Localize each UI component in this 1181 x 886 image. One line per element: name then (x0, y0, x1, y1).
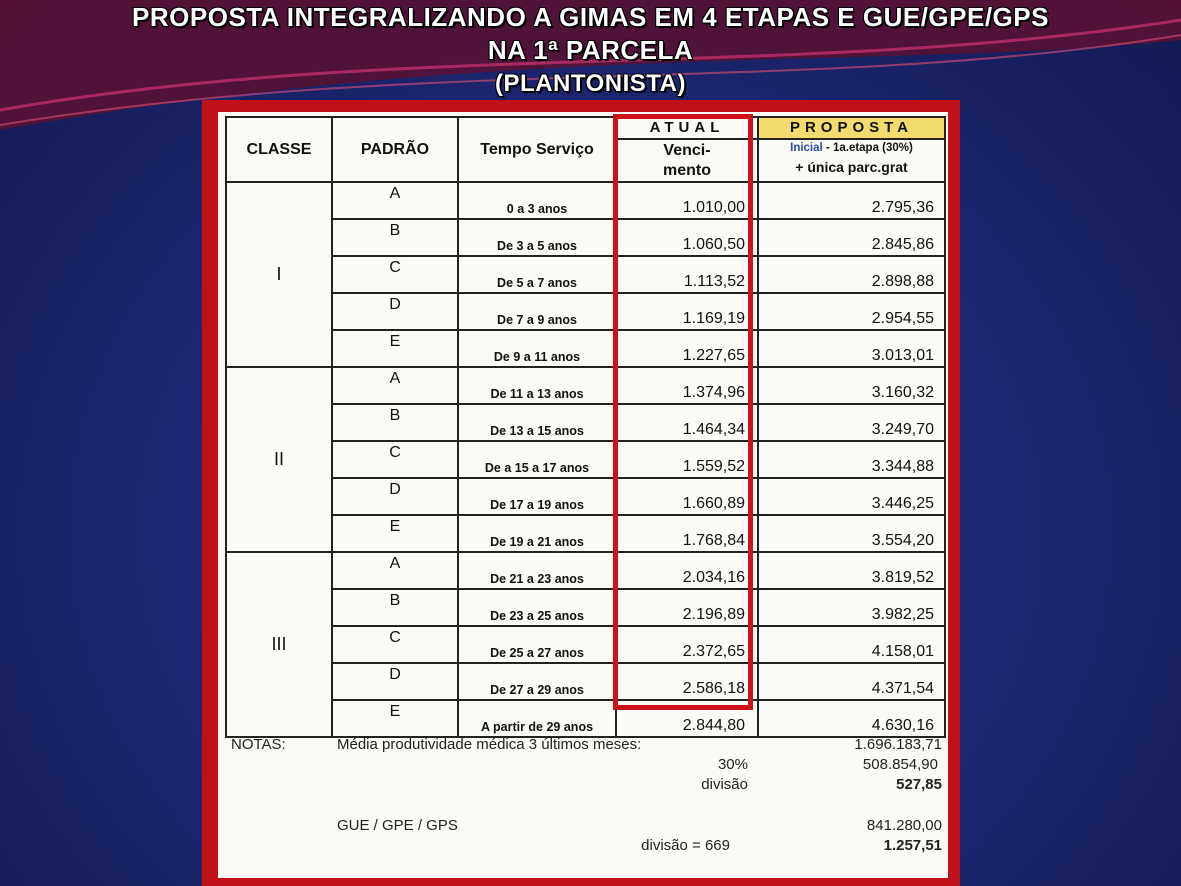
tempo-servico-cell: De 7 a 9 anos (458, 293, 616, 330)
table-header-row (226, 117, 945, 182)
padrao-cell: E (332, 700, 458, 737)
tempo-servico-cell: 0 a 3 anos (458, 182, 616, 219)
proposta-cell: 4.630,16 (758, 700, 945, 737)
tempo-servico-cell: De 5 a 7 anos (458, 256, 616, 293)
table-row (226, 404, 945, 441)
vencimento-atual-cell: 1.169,19 (616, 293, 758, 330)
tempo-servico-cell: De 13 a 15 anos (458, 404, 616, 441)
vencimento-atual-cell: 1.060,50 (616, 219, 758, 256)
header-proposta-etapa: - 1a.etapa (30%) (822, 142, 913, 154)
padrao-cell: D (332, 478, 458, 515)
header-proposta-inicial: Inicial (790, 142, 823, 154)
notes-label: NOTAS: (231, 736, 286, 753)
table-row (226, 293, 945, 330)
header-proposta (758, 117, 945, 182)
vencimento-atual-cell: 1.010,00 (616, 182, 758, 219)
tempo-servico-cell: A partir de 29 anos (458, 700, 616, 737)
proposta-cell: 2.954,55 (758, 293, 945, 330)
notes-pct-label: 30% (717, 756, 748, 773)
table-row (226, 256, 945, 293)
tempo-servico-cell: De 17 a 19 anos (458, 478, 616, 515)
proposta-cell: 4.158,01 (758, 626, 945, 663)
padrao-cell: D (332, 663, 458, 700)
vencimento-atual-cell: 2.844,80 (616, 700, 758, 737)
table-row (226, 478, 945, 515)
notes-gue-value: 841.280,00 (866, 817, 942, 834)
vencimento-atual-cell: 1.374,96 (616, 367, 758, 404)
notes-gue-divisao-label: divisão = 669 (641, 837, 730, 854)
padrao-cell: D (332, 293, 458, 330)
tempo-servico-cell: De 25 a 27 anos (458, 626, 616, 663)
tempo-servico-cell: De 27 a 29 anos (458, 663, 616, 700)
vencimento-atual-cell: 1.559,52 (616, 441, 758, 478)
padrao-cell: C (332, 626, 458, 663)
padrao-cell: A (332, 182, 458, 219)
tempo-servico-cell: De 21 a 23 anos (458, 552, 616, 589)
proposta-cell: 2.845,86 (758, 219, 945, 256)
proposta-cell: 3.982,25 (758, 589, 945, 626)
notes-media-value: 1.696.183,71 (854, 736, 942, 753)
table-row (226, 515, 945, 552)
table-row (226, 700, 945, 737)
padrao-cell: B (332, 589, 458, 626)
header-classe: CLASSE (226, 117, 332, 182)
vencimento-atual-cell: 1.660,89 (616, 478, 758, 515)
vencimento-atual-cell: 1.464,34 (616, 404, 758, 441)
header-vencimento-2: mento (663, 162, 711, 179)
proposta-cell: 2.898,88 (758, 256, 945, 293)
notes-gue-label: GUE / GPE / GPS (337, 817, 458, 834)
padrao-cell: C (332, 256, 458, 293)
notes-media-label: Média produtividade médica 3 últimos meses: (337, 736, 642, 753)
table-row (226, 182, 945, 219)
table-body (226, 182, 945, 737)
table-row (226, 330, 945, 367)
padrao-cell: A (332, 367, 458, 404)
padrao-cell: C (332, 441, 458, 478)
vencimento-atual-cell: 2.586,18 (616, 663, 758, 700)
vencimento-atual-cell: 2.196,89 (616, 589, 758, 626)
tempo-servico-cell: De 19 a 21 anos (458, 515, 616, 552)
table-row (226, 626, 945, 663)
header-vencimento-1: Venci- (663, 142, 711, 159)
proposta-cell: 3.249,70 (758, 404, 945, 441)
classe-cell: I (226, 182, 332, 367)
proposta-cell: 3.160,32 (758, 367, 945, 404)
table-row (226, 589, 945, 626)
padrao-cell: E (332, 515, 458, 552)
slide-title-line-3: (PLANTONISTA) (495, 70, 686, 97)
tempo-servico-cell: De 11 a 13 anos (458, 367, 616, 404)
notes-divisao-label: divisão (701, 776, 748, 793)
table-row (226, 219, 945, 256)
slide-title-line-2: NA 1ª PARCELA (487, 35, 694, 65)
salary-table (225, 116, 946, 738)
vencimento-atual-cell: 1.227,65 (616, 330, 758, 367)
proposta-cell: 4.371,54 (758, 663, 945, 700)
proposta-cell: 3.819,52 (758, 552, 945, 589)
table-row (226, 663, 945, 700)
notes-pct-value: 508.854,90 (862, 756, 938, 773)
header-padrao: PADRÃO (332, 117, 458, 182)
classe-cell: II (226, 367, 332, 552)
notes-divisao-value: 527,85 (896, 776, 942, 793)
table-row (226, 367, 945, 404)
notes-gue-divisao-value: 1.257,51 (883, 837, 942, 854)
vencimento-atual-cell: 2.034,16 (616, 552, 758, 589)
proposta-cell: 3.013,01 (758, 330, 945, 367)
header-proposta-parcela: + única parc.grat (795, 159, 908, 175)
proposta-cell: 3.554,20 (758, 515, 945, 552)
vencimento-atual-cell: 1.113,52 (616, 256, 758, 293)
padrao-cell: B (332, 404, 458, 441)
proposta-cell: 3.446,25 (758, 478, 945, 515)
header-atual-label: ATUAL (617, 118, 757, 140)
classe-cell: III (226, 552, 332, 737)
padrao-cell: A (332, 552, 458, 589)
padrao-cell: B (332, 219, 458, 256)
proposta-cell: 2.795,36 (758, 182, 945, 219)
proposta-cell: 3.344,88 (758, 441, 945, 478)
tempo-servico-cell: De 3 a 5 anos (458, 219, 616, 256)
tempo-servico-cell: De 23 a 25 anos (458, 589, 616, 626)
table-row (226, 552, 945, 589)
table-row (226, 441, 945, 478)
tempo-servico-cell: De 9 a 11 anos (458, 330, 616, 367)
header-proposta-label: PROPOSTA (759, 118, 944, 140)
header-tempo-servico: Tempo Serviço (458, 117, 616, 182)
vencimento-atual-cell: 2.372,65 (616, 626, 758, 663)
vencimento-atual-cell: 1.768,84 (616, 515, 758, 552)
slide-title-line-1: PROPOSTA INTEGRALIZANDO A GIMAS EM 4 ETAPAS E GUE/GPE/GPS (132, 2, 1049, 32)
padrao-cell: E (332, 330, 458, 367)
tempo-servico-cell: De a 15 a 17 anos (458, 441, 616, 478)
header-atual (616, 117, 758, 182)
